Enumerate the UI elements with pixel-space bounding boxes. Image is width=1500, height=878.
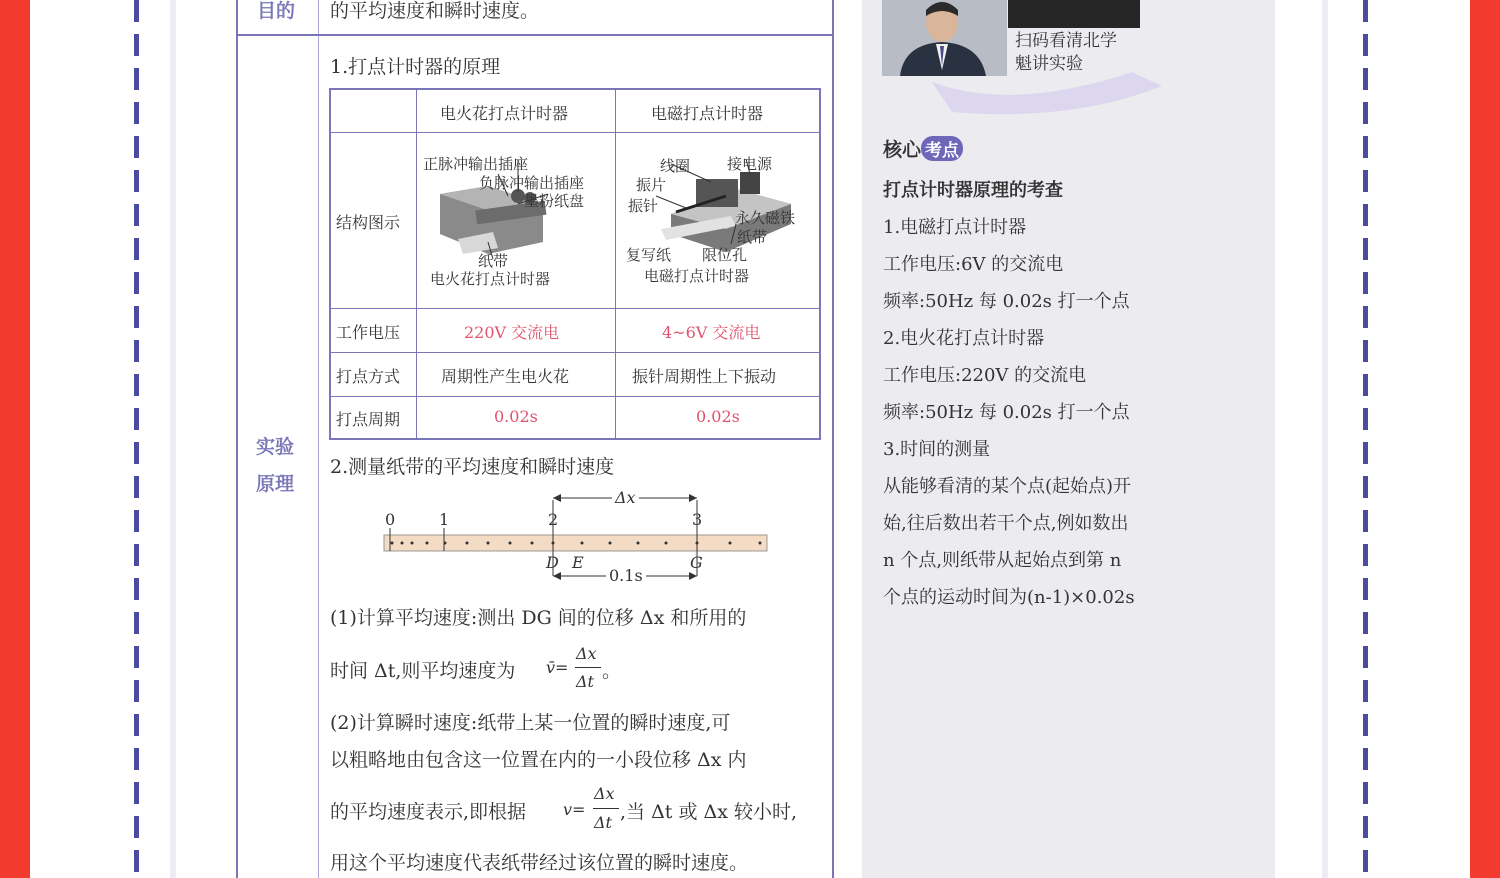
inner-row-divider-2: [329, 308, 821, 309]
em-part-label: 永久磁铁: [735, 209, 796, 227]
right-dashed-line: [1363, 0, 1368, 878]
core-line: 始,往后数出若干个点,例如数出: [883, 513, 1129, 534]
inst-velocity-line4: 用这个平均速度代表纸带经过该位置的瞬时速度。: [330, 852, 749, 874]
core-line: 工作电压:6V 的交流电: [883, 254, 1064, 275]
em-caption: 电磁打点计时器: [644, 267, 750, 285]
em-part-label: 接电源: [727, 155, 773, 173]
em-voltage: 4~6V 交流电: [662, 323, 761, 342]
avg-velocity-line2: 时间 Δt,则平均速度为: [330, 660, 516, 682]
table-row-divider: [236, 34, 832, 36]
period-label: 打点周期: [336, 410, 401, 429]
point-D: D: [546, 553, 559, 572]
teacher-photo: [882, 0, 1007, 76]
core-line: 2.电火花打点计时器: [883, 328, 1045, 349]
inner-row-divider-4: [329, 396, 821, 397]
core-title-text: 核心: [883, 139, 922, 161]
em-part-label: 线圈: [660, 157, 691, 175]
table-column-divider: [318, 0, 319, 878]
core-subtitle: 打点计时器原理的考查: [883, 180, 1063, 201]
core-line: 工作电压:220V 的交流电: [883, 365, 1087, 386]
core-title: [883, 135, 963, 162]
em-part-label: 限位孔: [702, 246, 748, 264]
spark-caption: 电火花打点计时器: [430, 270, 551, 288]
em-timer-header: 电磁打点计时器: [651, 104, 764, 123]
frac-denominator: Δt: [576, 672, 594, 691]
core-line: 从能够看清的某个点(起始点)开: [883, 476, 1132, 497]
core-line: 个点的运动时间为(n-1)×0.02s: [883, 587, 1135, 608]
inst-velocity-line3: 的平均速度表示,即根据: [330, 801, 527, 823]
scan-line-2: 魁讲实验: [1015, 54, 1083, 74]
inst-velocity-line3b: ,当 Δt 或 Δx 较小时,: [620, 801, 798, 823]
right-red-border: [1470, 0, 1500, 878]
spark-timer-header: 电火花打点计时器: [440, 104, 569, 123]
interval-label: 0.1s: [606, 566, 646, 585]
spark-voltage: 220V 交流电: [464, 323, 560, 342]
purpose-text: 的平均速度和瞬时速度。: [330, 0, 540, 22]
inner-col-divider-1: [416, 88, 417, 440]
core-line: 1.电磁打点计时器: [883, 217, 1027, 238]
spark-part-label: 墨粉纸盘: [524, 192, 585, 210]
frac-bar: [575, 667, 601, 668]
spark-period: 0.02s: [494, 407, 538, 426]
point-E: E: [572, 553, 584, 572]
inner-row-divider-1: [329, 132, 821, 133]
voltage-label: 工作电压: [336, 323, 401, 342]
avg-velocity-line1: (1)计算平均速度:测出 DG 间的位移 Δx 和所用的: [330, 607, 747, 629]
em-part-label: 纸带: [737, 228, 768, 246]
core-line: n 个点,则纸带从起始点到第 n: [883, 550, 1122, 571]
frac-numerator: Δx: [576, 644, 597, 663]
purpose-label: 目的: [257, 0, 296, 22]
decorative-brush: [932, 72, 1162, 122]
em-part-label: 复写纸: [626, 246, 672, 264]
page-edge-left: [170, 0, 176, 878]
leader-line: [656, 196, 686, 208]
qr-code[interactable]: [1008, 0, 1140, 28]
em-period: 0.02s: [696, 407, 740, 426]
spark-part-label: 正脉冲输出插座: [423, 155, 529, 173]
spark-part-label: 负脉冲输出插座: [479, 174, 585, 192]
em-terminal: [740, 172, 760, 194]
em-method: 振针周期性上下振动: [632, 367, 777, 386]
principle-label-1: 实验: [256, 436, 295, 458]
arrow-head: [553, 494, 561, 502]
frac2-denominator: Δt: [594, 813, 612, 832]
method-label: 打点方式: [336, 367, 401, 386]
section1-title: 1.打点计时器的原理: [330, 56, 501, 78]
mark-2: 2: [548, 510, 559, 529]
period-mark: 。: [602, 660, 622, 682]
scan-prompt: [1015, 30, 1117, 76]
vbar-symbol: v̄=: [546, 658, 569, 677]
principle-label-2: 原理: [256, 473, 295, 495]
frac2-numerator: Δx: [594, 784, 615, 803]
frac2-bar: [593, 808, 619, 809]
em-part-label: 振片: [636, 176, 667, 194]
v-symbol: v=: [563, 800, 586, 819]
inst-velocity-line2: 以粗略地由包含这一位置在内的一小段位移 Δx 内: [330, 749, 747, 771]
structure-label: 结构图示: [336, 213, 401, 232]
paper-tape: [384, 535, 767, 551]
dx-label: Δx: [612, 488, 639, 507]
core-line: 频率:50Hz 每 0.02s 打一个点: [883, 291, 1130, 312]
inner-row-divider-3: [329, 352, 821, 353]
page-edge-right: [1322, 0, 1328, 878]
core-line: 频率:50Hz 每 0.02s 打一个点: [883, 402, 1130, 423]
core-badge: 考点: [921, 136, 963, 161]
arrow-head: [553, 572, 561, 580]
inst-velocity-line1: (2)计算瞬时速度:纸带上某一位置的瞬时速度,可: [330, 712, 731, 734]
section2-title: 2.测量纸带的平均速度和瞬时速度: [330, 456, 615, 478]
left-red-border: [0, 0, 30, 878]
mark-1: 1: [439, 510, 450, 529]
scan-line-1: 扫码看清北学: [1015, 31, 1117, 51]
point-G: G: [690, 553, 703, 572]
teacher-silhouette: [882, 0, 1007, 76]
spark-part-label: 纸带: [478, 252, 509, 270]
paper-tape-diagram: [370, 488, 790, 588]
arrow-head: [689, 572, 697, 580]
mark-0: 0: [385, 510, 396, 529]
left-dashed-line: [134, 0, 139, 878]
em-part-label: 振针: [628, 197, 659, 215]
spark-method: 周期性产生电火花: [441, 367, 570, 386]
arrow-head: [689, 494, 697, 502]
mark-3: 3: [692, 510, 703, 529]
core-line: 3.时间的测量: [883, 439, 991, 460]
